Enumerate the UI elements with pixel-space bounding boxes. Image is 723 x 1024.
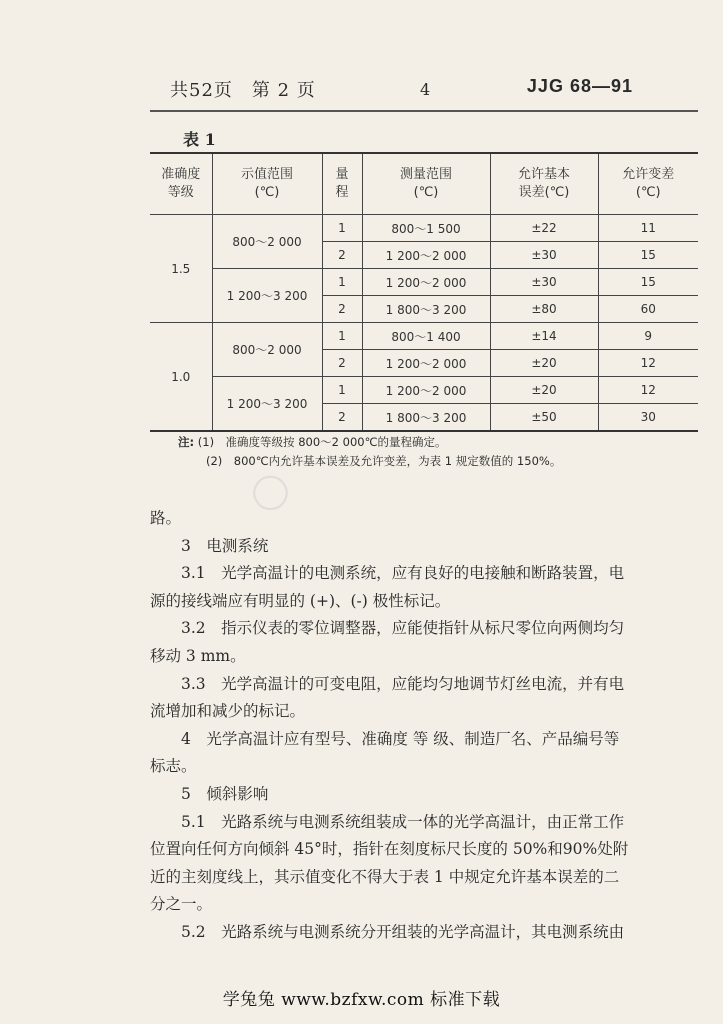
measure-range-cell: 1 200～2 000: [362, 269, 490, 296]
header-display-range: 示值范围 (℃): [212, 153, 322, 215]
range-no-cell: 1: [322, 377, 362, 404]
table-row: [150, 323, 698, 350]
table-notes: [178, 433, 561, 471]
range-no-cell: 2: [322, 404, 362, 432]
clause-3-3: 3.3 光学高温计的可变电阻，应能均匀地调节灯丝电流，并有电: [181, 674, 625, 693]
clause-5-1-cont: 位置向任何方向倾斜 45°时，指针在刻度标尺长度的 50%和90%处附: [150, 840, 629, 859]
spec-table: [150, 152, 698, 432]
basic-error-cell: ±20: [490, 377, 598, 404]
clause-3-1: 3.1 光学高温计的电测系统，应有良好的电接触和断路装置，电: [181, 564, 625, 583]
basic-error-cell: ±22: [490, 215, 598, 242]
note-1-text: (1) 准确度等级按 800～2 000℃的量程确定。: [197, 435, 447, 449]
paragraph: 路。: [150, 509, 182, 527]
display-range-cell: 800～2 000: [212, 323, 322, 377]
header-range-no: 量 程: [322, 153, 362, 215]
page-header: [170, 76, 633, 106]
measure-range-cell: 1 200～2 000: [362, 350, 490, 377]
section-heading-3: 3 电测系统: [181, 536, 269, 555]
table-row: [150, 377, 698, 404]
document-body: [150, 505, 698, 947]
measure-range-cell: 1 800～3 200: [362, 296, 490, 323]
range-no-cell: 1: [322, 269, 362, 296]
clause-3-2-cont: 移动 3 mm。: [150, 646, 246, 665]
note-label: 注:: [178, 435, 195, 449]
header-measure-range: 测量范围 (℃): [362, 153, 490, 215]
display-range-cell: 800～2 000: [212, 215, 322, 269]
section-heading-5: 5 倾斜影响: [181, 784, 269, 803]
table-row: [150, 269, 698, 296]
table-header-row: [150, 153, 698, 215]
variation-cell: 12: [598, 350, 698, 377]
range-no-cell: 1: [322, 215, 362, 242]
clause-5-1-cont: 近的主刻度线上，其示值变化不得大于表 1 中规定允许基本误差的二: [150, 867, 620, 886]
range-no-cell: 2: [322, 296, 362, 323]
download-footer: 学兔兔 www.bzfxw.com 标准下载: [222, 990, 501, 1010]
clause-3-3-cont: 流增加和减少的标记。: [150, 702, 306, 721]
clause-4: 4 光学高温计应有型号、准确度 等 级、制造厂名、产品编号等: [181, 729, 620, 748]
grade-cell: 1.0: [150, 323, 212, 432]
header-variation: 允许变差 (℃): [598, 153, 698, 215]
table-caption: 表 1: [183, 130, 216, 149]
clause-3-2: 3.2 指示仪表的零位调整器，应能使指针从标尺零位向两侧均匀: [181, 619, 625, 638]
variation-cell: 60: [598, 296, 698, 323]
page-number: 4: [420, 80, 431, 99]
watermark-stamp: ◯: [242, 461, 300, 519]
measure-range-cell: 1 200～2 000: [362, 377, 490, 404]
variation-cell: 15: [598, 242, 698, 269]
basic-error-cell: ±20: [490, 350, 598, 377]
variation-cell: 30: [598, 404, 698, 432]
grade-cell: 1.5: [150, 215, 212, 323]
variation-cell: 9: [598, 323, 698, 350]
variation-cell: 15: [598, 269, 698, 296]
header-rule: [150, 110, 698, 112]
clause-4-cont: 标志。: [150, 757, 197, 776]
display-range-cell: 1 200～3 200: [212, 377, 322, 432]
basic-error-cell: ±14: [490, 323, 598, 350]
variation-cell: 12: [598, 377, 698, 404]
range-no-cell: 1: [322, 323, 362, 350]
basic-error-cell: ±30: [490, 242, 598, 269]
header-basic-error: 允许基本 误差(℃): [490, 153, 598, 215]
range-no-cell: 2: [322, 242, 362, 269]
basic-error-cell: ±80: [490, 296, 598, 323]
table-row: [150, 215, 698, 242]
measure-range-cell: 800～1 400: [362, 323, 490, 350]
standard-code: JJG 68—91: [526, 76, 633, 96]
clause-5-1: 5.1 光路系统与电测系统组装成一体的光学高温计，由正常工作: [181, 812, 625, 831]
note-1: [178, 433, 561, 452]
note-2: (2) 800℃内允许基本误差及允许变差，为表 1 规定数值的 150%。: [206, 454, 562, 468]
display-range-cell: 1 200～3 200: [212, 269, 322, 323]
measure-range-cell: 1 800～3 200: [362, 404, 490, 432]
range-no-cell: 2: [322, 350, 362, 377]
measure-range-cell: 800～1 500: [362, 215, 490, 242]
clause-5-1-cont: 分之一。: [150, 895, 213, 914]
basic-error-cell: ±50: [490, 404, 598, 432]
measure-range-cell: 1 200～2 000: [362, 242, 490, 269]
variation-cell: 11: [598, 215, 698, 242]
header-accuracy: 准确度 等级: [150, 153, 212, 215]
page-count: 共52页 第 2 页: [170, 80, 316, 101]
clause-5-2: 5.2 光路系统与电测系统分开组装的光学高温计，其电测系统由: [181, 922, 625, 941]
clause-3-1-cont: 源的接线端应有明显的 (+)、(-) 极性标记。: [150, 591, 451, 610]
basic-error-cell: ±30: [490, 269, 598, 296]
